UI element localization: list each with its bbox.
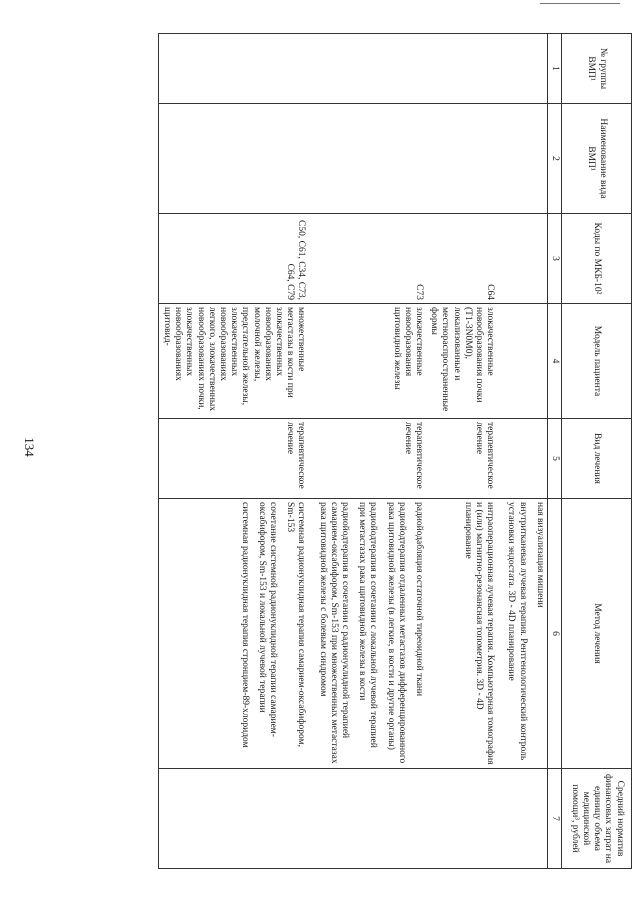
- method-item: радиойодтерапия отдаленных метастазов дифференцированного рака щитовидной железы (в легкие, в кости и другие органы): [385, 502, 407, 764]
- treatment-type: терапевтическое лечение: [426, 419, 497, 499]
- header-treatment-type: Вид лечения: [562, 419, 632, 499]
- header-icd-codes: Коды по МКБ-10²: [562, 214, 632, 304]
- col-number: 2: [547, 104, 561, 214]
- col-number: 4: [547, 304, 561, 419]
- icd-code: C64: [426, 214, 497, 304]
- method-item: системная радионуклидная терапия стронцием-89-хлоридом: [239, 502, 250, 748]
- header-vmp-name: Наименование вида ВМП¹: [562, 104, 632, 214]
- top-rule: [540, 3, 620, 4]
- icd-code: C50, C61, C34, C73, C64, C79: [158, 214, 308, 304]
- treatment-type: [497, 419, 547, 499]
- method-item: внутритканевая лучевая терапия. Рентгенологический контроль установки эндостата. 3D - 4D планирование: [506, 502, 528, 761]
- method-item: ная визуализация мишени: [534, 502, 545, 608]
- table-row: [497, 34, 547, 869]
- method-item: сочетание системной радионуклидной терапии самарием-оксабифором, Sm-153 и локальной лучевой терапии: [256, 502, 278, 737]
- patient-model: [497, 304, 547, 419]
- header-cost-norm: Средний норматив финансовых затрат на единицу объема медицинской помощи³, рублей: [562, 769, 632, 869]
- header-patient-model: Модель пациента: [562, 304, 632, 419]
- method-item: радиойодабляция остаточной тиреоидной ткани: [413, 502, 424, 697]
- method-item: интраоперационная лучевая терапия. Компьютерная томография и (или) магнитно-резонансная топометрия. 3D - 4D планирование: [462, 502, 496, 765]
- col-number: 1: [547, 34, 561, 104]
- page-number: 134: [22, 437, 37, 457]
- patient-model: злокачественные новообразования почки (T1-3N0M0), локализованные и местнораспространенные формы: [426, 304, 497, 419]
- table-row: [158, 34, 308, 869]
- patient-model: множественные метастазы в кости при злокачественных новообразованиях молочной железы, предстательной железы, злокачественных новообразованиях легкого, злокачественных новообразованиях почки, злокачественных новообразованиях щитовид-: [158, 304, 308, 419]
- treatment-method: [426, 499, 497, 769]
- treatment-method: [497, 499, 547, 769]
- vmp-table: [158, 33, 632, 869]
- header-treatment-method: Метод лечения: [562, 499, 632, 769]
- method-item: радиойодтерапия в сочетании с радионуклидной терапией самарием-оксабифором, Sm-153 при множественных метастазах рака щитовидной железы с болевым синдромом: [317, 502, 350, 764]
- table-row: [308, 34, 426, 869]
- col-number: 5: [547, 419, 561, 499]
- icd-code: [497, 214, 547, 304]
- treatment-type: терапевтическое лечение: [308, 419, 426, 499]
- treatment-method: [158, 499, 308, 769]
- col-number: 7: [547, 769, 561, 869]
- col-number: 3: [547, 214, 561, 304]
- icd-code: C73: [308, 214, 426, 304]
- rotated-table-wrapper: [100, 33, 632, 868]
- header-group-number: № группы ВМП¹: [562, 34, 632, 104]
- treatment-type: терапевтическое лечение: [158, 419, 308, 499]
- method-item: системная радионуклидная терапия самарием-оксабифором, Sm-153: [285, 502, 307, 747]
- table-row: [426, 34, 497, 869]
- treatment-method: [308, 499, 426, 769]
- method-item: радиойодтерапия в сочетании с локальной лучевой терапией при метастазах рака щитовидной железы в кости: [357, 502, 379, 748]
- patient-model: злокачественные новообразования щитовидной железы: [308, 304, 426, 419]
- col-number: 6: [547, 499, 561, 769]
